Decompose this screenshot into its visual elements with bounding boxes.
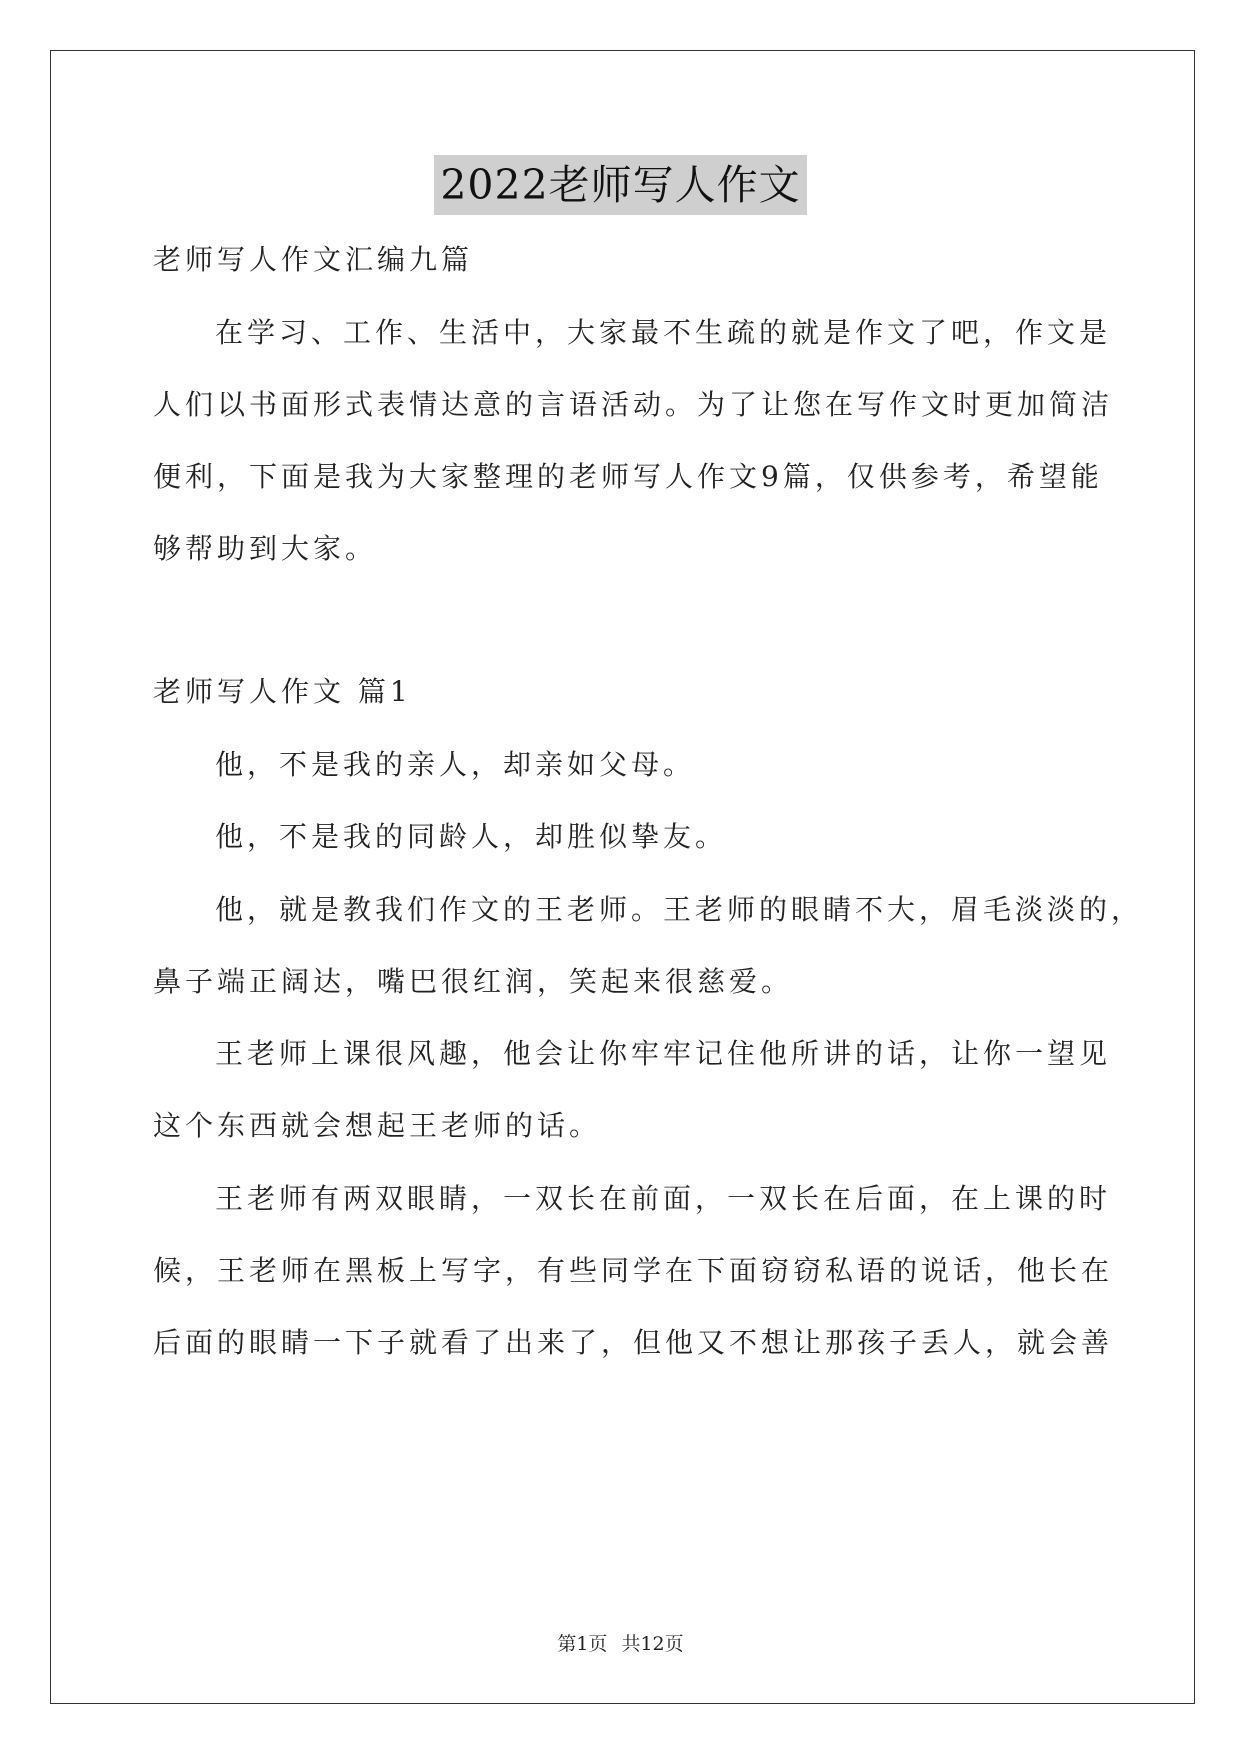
paragraph-line: 鼻子端正阔达，嘴巴很红润，笑起来很慈爱。 (153, 965, 794, 998)
paragraph-line: 后面的眼睛一下子就看了出来了，但他又不想让那孩子丢人，就会善 (153, 1326, 1114, 1359)
paragraph-line: 便利，下面是我为大家整理的老师写人作文9篇，仅供参考，希望能 (153, 460, 1103, 493)
section-heading: 老师写人作文 篇1 (153, 675, 412, 708)
page-number: 第1页 (557, 1633, 608, 1655)
title-container (0, 155, 1241, 215)
document-title: 2022老师写人作文 (434, 155, 806, 215)
page-footer (0, 1631, 1241, 1657)
paragraph-line: 他，就是教我们作文的王老师。王老师的眼睛不大，眉毛淡淡的， (215, 893, 1144, 926)
paragraph-line: 候，王老师在黑板上写字，有些同学在下面窃窃私语的说话，他长在 (153, 1254, 1114, 1287)
paragraph-line: 他，不是我的亲人，却亲如父母。 (215, 748, 696, 781)
paragraph-line: 人们以书面形式表情达意的言语活动。为了让您在写作文时更加简洁 (153, 388, 1114, 421)
page-border (50, 50, 1195, 1704)
document-subtitle: 老师写人作文汇编九篇 (153, 243, 474, 276)
paragraph-line: 王老师上课很风趣，他会让你牢牢记住他所讲的话，让你一望见 (215, 1037, 1112, 1070)
paragraph-line: 他，不是我的同龄人，却胜似挚友。 (215, 820, 728, 853)
page-total: 共12页 (621, 1633, 684, 1655)
paragraph-line: 在学习、工作、生活中，大家最不生疏的就是作文了吧，作文是 (215, 316, 1112, 349)
paragraph-line: 这个东西就会想起王老师的话。 (153, 1109, 602, 1142)
paragraph-line: 够帮助到大家。 (153, 532, 378, 565)
paragraph-line: 王老师有两双眼睛，一双长在前面，一双长在后面，在上课的时 (215, 1182, 1112, 1215)
